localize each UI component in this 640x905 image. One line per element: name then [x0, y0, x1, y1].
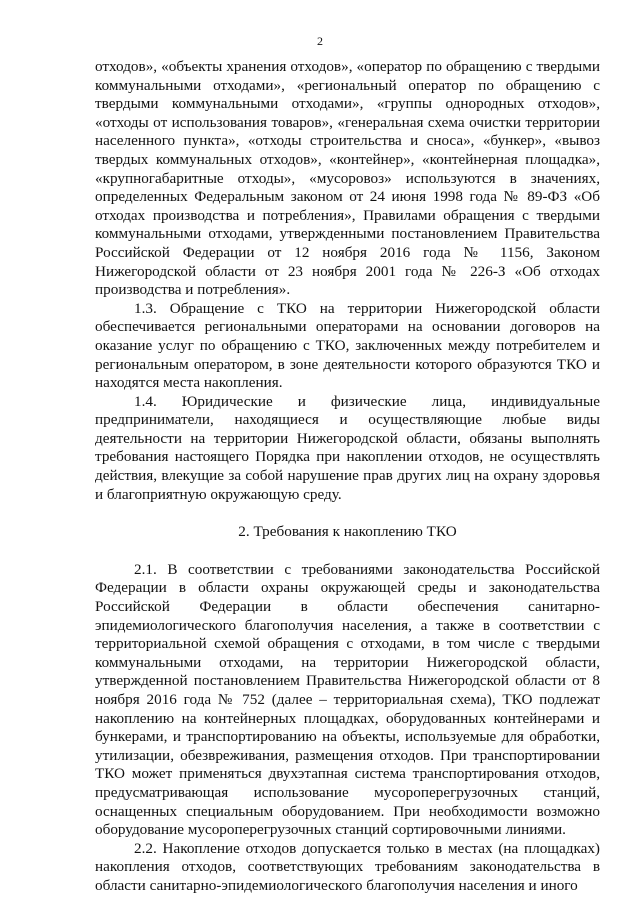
document-body [95, 58, 600, 896]
paragraph-2-1: 2.1. В соответствии с требованиями законодательства Российской Федерации в области охраны окружающей среды и законодательства Российской Федерации в области обеспечения санитарно-эпидемиологического благополучия населения, а также в соответствии с территориальной схемой обращения с отходами, в том числе с твердыми коммунальными отходами, на территории Нижегородской области, утвержденной постановлением Правительства Нижегородской области от 8 ноября 2016 года № 752 (далее – территориальная схема), ТКО подлежат накоплению на контейнерных площадках, оборудованных контейнерами и бункерами, и транспортированию на объекты, используемые для обработки, утилизации, обезвреживания, размещения отходов. При транспортировании ТКО может применяться двухэтапная система транспортирования отходов, предусматривающая использование мусороперегрузочных станций, оснащенных специальным оборудованием. При необходимости возможно оборудование мусороперегрузочных станций сортировочными линиями. [95, 560, 600, 839]
paragraph-1-4: 1.4. Юридические и физические лица, индивидуальные предприниматели, находящиеся и осуществляющие любые виды деятельности на территории Нижегородской области, обязаны выполнять требования настоящего Порядка при накоплении отходов, не осуществлять действия, влекущие за собой нарушение прав других лиц на охрану здоровья и благоприятную окружающую среду. [95, 392, 600, 503]
page-number: 2 [317, 34, 323, 48]
paragraph-terms-continued: отходов», «объекты хранения отходов», «оператор по обращению с твердыми коммунальными отходами», «региональный оператор по обращению с твердыми коммунальными отходами», «группы однородных отходов», «отходы от использования товаров», «генеральная схема очистки территории населенного пункта», «отходы строительства и сноса», «бункер», «вывоз твердых коммунальных отходов», «контейнер», «контейнерная площадка», «крупногабаритные отходы», «мусоровоз» используются в значениях, определенных Федеральным законом от 24 июня 1998 года № 89-ФЗ «Об отходах производства и потребления», Правилами обращения с твердыми коммунальными отходами, утвержденными постановлением Правительства Российской Федерации от 12 ноября 2016 года № 1156, Законом Нижегородской области от 23 ноября 2001 года № 226-З «Об отходах производства и потребления». [95, 58, 600, 299]
paragraph-2-2: 2.2. Накопление отходов допускается только в местах (на площадках) накопления отходов, соответствующих требованиям законодательства в области санитарно-эпидемиологического благополучия населения и иного [95, 839, 600, 894]
paragraph-1-3: 1.3. Обращение с ТКО на территории Нижегородской области обеспечивается региональными операторами на основании договоров на оказание услуг по обращению с ТКО, заключенных между потребителем и региональным оператором, в зоне деятельности которого образуются ТКО и находятся места накопления. [95, 299, 600, 392]
section-heading-2: 2. Требования к накоплению ТКО [238, 523, 457, 541]
